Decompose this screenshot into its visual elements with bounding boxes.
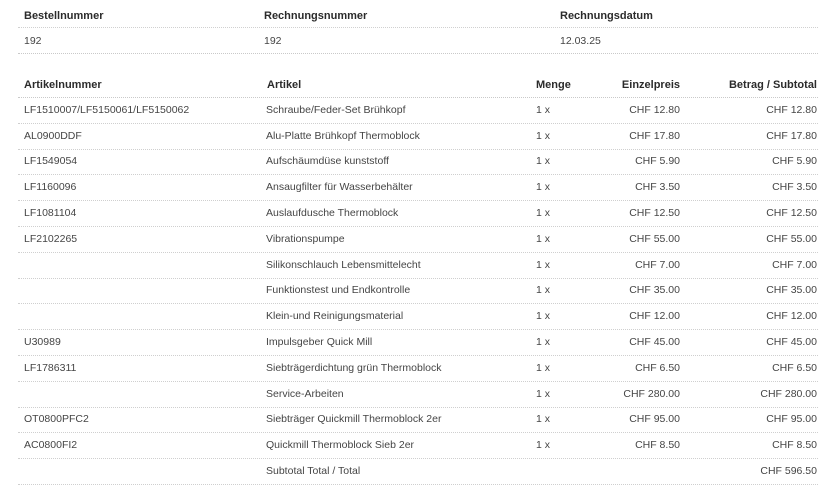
subtotal-row (18, 458, 818, 485)
table-row (18, 381, 818, 408)
article-name: Quickmill Thermoblock Sieb 2er (266, 439, 415, 452)
invoice-number-label: Rechnungsnummer (264, 10, 368, 22)
table-row (18, 252, 818, 279)
col-amount: Betrag / Subtotal (728, 79, 817, 91)
unit-price: CHF 8.50 (635, 439, 680, 452)
article-name: Impulsgeber Quick Mill (266, 336, 373, 349)
quantity: 1 x (536, 103, 551, 116)
amount: CHF 5.90 (772, 155, 817, 168)
amount: CHF 12.50 (766, 207, 817, 220)
unit-price: CHF 12.50 (629, 207, 680, 220)
article-number: LF1081104 (24, 207, 77, 220)
quantity: 1 x (536, 361, 551, 374)
article-name: Auslaufdusche Thermoblock (266, 207, 399, 220)
table-row (18, 97, 818, 124)
amount: CHF 280.00 (760, 387, 817, 400)
order-number-value: 192 (24, 35, 42, 47)
unit-price: CHF 6.50 (635, 361, 680, 374)
table-row (18, 303, 818, 330)
table-row (18, 355, 818, 382)
quantity: 1 x (536, 413, 551, 426)
article-name: Funktionstest und Endkontrolle (266, 284, 411, 297)
quantity: 1 x (536, 155, 551, 168)
amount: CHF 17.80 (766, 129, 817, 142)
unit-price: CHF 5.90 (635, 155, 680, 168)
article-name: Siebträger Quickmill Thermoblock 2er (266, 413, 442, 426)
quantity: 1 x (536, 258, 551, 271)
amount: CHF 3.50 (772, 181, 817, 194)
quantity: 1 x (536, 207, 551, 220)
unit-price: CHF 17.80 (629, 129, 680, 142)
quantity: 1 x (536, 336, 551, 349)
amount: CHF 6.50 (772, 361, 817, 374)
article-name: Service-Arbeiten (266, 387, 344, 400)
col-article: Artikel (267, 79, 302, 91)
col-quantity: Menge (536, 79, 571, 91)
quantity: 1 x (536, 310, 551, 323)
article-number: LF1549054 (24, 155, 78, 168)
table-row (18, 407, 818, 434)
article-number: AL0900DDF (24, 129, 82, 142)
article-name: Ansaugfilter für Wasserbehälter (266, 181, 413, 194)
table-row (18, 432, 818, 459)
table-row (18, 123, 818, 150)
article-number: OT0800PFC2 (24, 413, 89, 426)
article-number: U30989 (24, 336, 61, 349)
col-article-number: Artikelnummer (24, 79, 102, 91)
article-number: LF1510007/LF5150061/LF5150062 (24, 103, 190, 116)
article-name: Alu-Platte Brühkopf Thermoblock (266, 129, 420, 142)
amount: CHF 55.00 (766, 232, 817, 245)
invoice-number-value: 192 (264, 35, 282, 47)
subtotal-amount: CHF 596.50 (760, 465, 817, 478)
table-row (18, 174, 818, 201)
table-row (18, 149, 818, 176)
article-name: Vibrationspumpe (266, 232, 345, 245)
article-number: LF2102265 (24, 232, 78, 245)
amount: CHF 12.80 (766, 103, 817, 116)
unit-price: CHF 55.00 (629, 232, 680, 245)
amount: CHF 7.00 (772, 258, 817, 271)
quantity: 1 x (536, 284, 551, 297)
unit-price: CHF 3.50 (635, 181, 680, 194)
amount: CHF 12.00 (766, 310, 817, 323)
order-info-header (18, 4, 818, 28)
unit-price: CHF 35.00 (629, 284, 680, 297)
quantity: 1 x (536, 129, 551, 142)
quantity: 1 x (536, 439, 551, 452)
order-info-row (18, 29, 818, 54)
article-number: LF1786311 (24, 361, 77, 374)
items-table-header (18, 73, 818, 98)
amount: CHF 8.50 (772, 439, 817, 452)
quantity: 1 x (536, 181, 551, 194)
table-row (18, 278, 818, 305)
unit-price: CHF 95.00 (629, 413, 680, 426)
invoice-date-label: Rechnungsdatum (560, 10, 653, 22)
unit-price: CHF 12.00 (629, 310, 680, 323)
amount: CHF 35.00 (766, 284, 817, 297)
order-number-label: Bestellnummer (24, 10, 104, 22)
amount: CHF 45.00 (766, 336, 817, 349)
article-name: Aufschäumdüse kunststoff (266, 155, 389, 168)
subtotal-label: Subtotal Total / Total (266, 465, 361, 478)
table-row (18, 329, 818, 356)
amount: CHF 95.00 (766, 413, 817, 426)
article-name: Schraube/Feder-Set Brühkopf (266, 103, 406, 116)
table-row (18, 200, 818, 227)
article-number: AC0800FI2 (24, 439, 78, 452)
unit-price: CHF 280.00 (623, 387, 680, 400)
invoice-date-value: 12.03.25 (560, 35, 601, 47)
quantity: 1 x (536, 232, 551, 245)
article-number: LF1160096 (24, 181, 77, 194)
article-name: Silikonschlauch Lebensmittelecht (266, 258, 421, 271)
unit-price: CHF 45.00 (629, 336, 680, 349)
unit-price: CHF 7.00 (635, 258, 680, 271)
col-unit-price: Einzelpreis (621, 79, 680, 91)
article-name: Klein-und Reinigungsmaterial (266, 310, 404, 323)
quantity: 1 x (536, 387, 551, 400)
article-name: Siebträgerdichtung grün Thermoblock (266, 361, 442, 374)
table-row (18, 226, 818, 253)
unit-price: CHF 12.80 (629, 103, 680, 116)
